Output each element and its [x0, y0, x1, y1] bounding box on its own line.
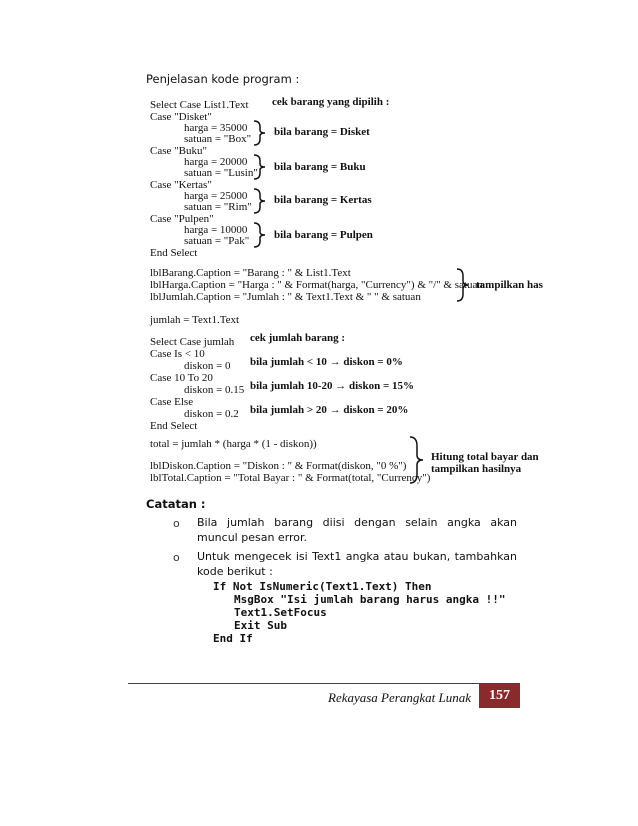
note-item: Untuk mengecek isi Text1 angka atau bukan, tambahkan kode berikut : — [197, 550, 517, 578]
brace-icon — [408, 435, 426, 485]
annotation: bila jumlah 10-20 → diskon = 15% — [250, 380, 414, 392]
code-line: If Not IsNumeric(Text1.Text) Then — [213, 580, 432, 593]
annotation: Hitung total bayar dan — [431, 451, 539, 463]
code-line: Text1.SetFocus — [234, 606, 327, 619]
code-line: lblJumlah.Caption = "Jumlah : " & Text1.Text & " " & satuan — [150, 291, 421, 303]
intro-text: Penjelasan kode program : — [146, 72, 300, 86]
code-line: Select Case jumlah — [150, 336, 235, 348]
footer-title: Rekayasa Perangkat Lunak — [328, 690, 471, 705]
code-line: End If — [213, 632, 253, 645]
code-line: End Select — [150, 420, 198, 432]
annotation: bila barang = Disket — [274, 126, 370, 138]
annotation: bila barang = Pulpen — [274, 229, 373, 241]
code-line: satuan = "Box" — [184, 133, 252, 145]
code-line: Exit Sub — [234, 619, 287, 632]
code-line: satuan = "Pak" — [184, 235, 250, 247]
code-line: harga = 20000 — [184, 156, 248, 168]
annotation: bila jumlah < 10 → diskon = 0% — [250, 356, 403, 368]
code-line: Case 10 To 20 — [150, 372, 213, 384]
annotation: cek barang yang dipilih : — [272, 96, 390, 108]
code-line: lblTotal.Caption = "Total Bayar : " & Format(total, "Currency") — [150, 472, 431, 484]
page-number: 157 — [479, 684, 520, 708]
code-line: Case "Kertas" — [150, 179, 212, 191]
code-line: Case "Buku" — [150, 145, 207, 157]
code-line: lblBarang.Caption = "Barang : " & List1.Text — [150, 267, 351, 279]
code-line: End Select — [150, 247, 198, 259]
catatan-heading: Catatan : — [146, 497, 206, 511]
code-line: harga = 25000 — [184, 190, 248, 202]
code-line: satuan = "Rim" — [184, 201, 252, 213]
code-line: diskon = 0.2 — [184, 408, 239, 420]
annotation: tampilkan hasilnya — [431, 463, 522, 475]
code-line: Case "Pulpen" — [150, 213, 214, 225]
code-line: Select Case List1.Text — [150, 99, 249, 111]
annotation: bila barang = Kertas — [274, 194, 372, 206]
code-line: Case Else — [150, 396, 194, 408]
brace-icon — [252, 221, 268, 249]
code-line: harga = 10000 — [184, 224, 248, 236]
code-line: diskon = 0.15 — [184, 384, 245, 396]
code-line: jumlah = Text1.Text — [150, 314, 240, 326]
code-line: harga = 35000 — [184, 122, 248, 134]
code-line: total = jumlah * (harga * (1 - diskon)) — [150, 438, 317, 450]
bullet-icon: o — [173, 517, 180, 530]
note-item: Bila jumlah barang diisi dengan selain angka akan muncul pesan error. — [197, 516, 517, 544]
code-line: satuan = "Lusin" — [184, 167, 258, 179]
brace-icon — [252, 119, 268, 147]
footer-divider — [128, 683, 520, 684]
brace-icon — [455, 267, 471, 303]
code-line: lblDiskon.Caption = "Diskon : " & Format(diskon, "0 %") — [150, 460, 407, 472]
bullet-icon: o — [173, 551, 180, 564]
brace-icon — [252, 153, 268, 181]
code-line: Case "Disket" — [150, 111, 212, 123]
code-line: lblHarga.Caption = "Harga : " & Format(harga, "Currency") & "/" & satuan — [150, 279, 483, 291]
code-line: MsgBox "Isi jumlah barang harus angka !!" — [234, 593, 506, 606]
code-line: diskon = 0 — [184, 360, 231, 372]
annotation: bila jumlah > 20 → diskon = 20% — [250, 404, 409, 416]
annotation: tampilkan has — [476, 279, 543, 291]
annotation: cek jumlah barang : — [250, 332, 346, 344]
annotation: bila barang = Buku — [274, 161, 366, 173]
code-screenshot — [140, 89, 543, 488]
brace-icon — [252, 187, 268, 215]
code-line: Case Is < 10 — [150, 348, 205, 360]
